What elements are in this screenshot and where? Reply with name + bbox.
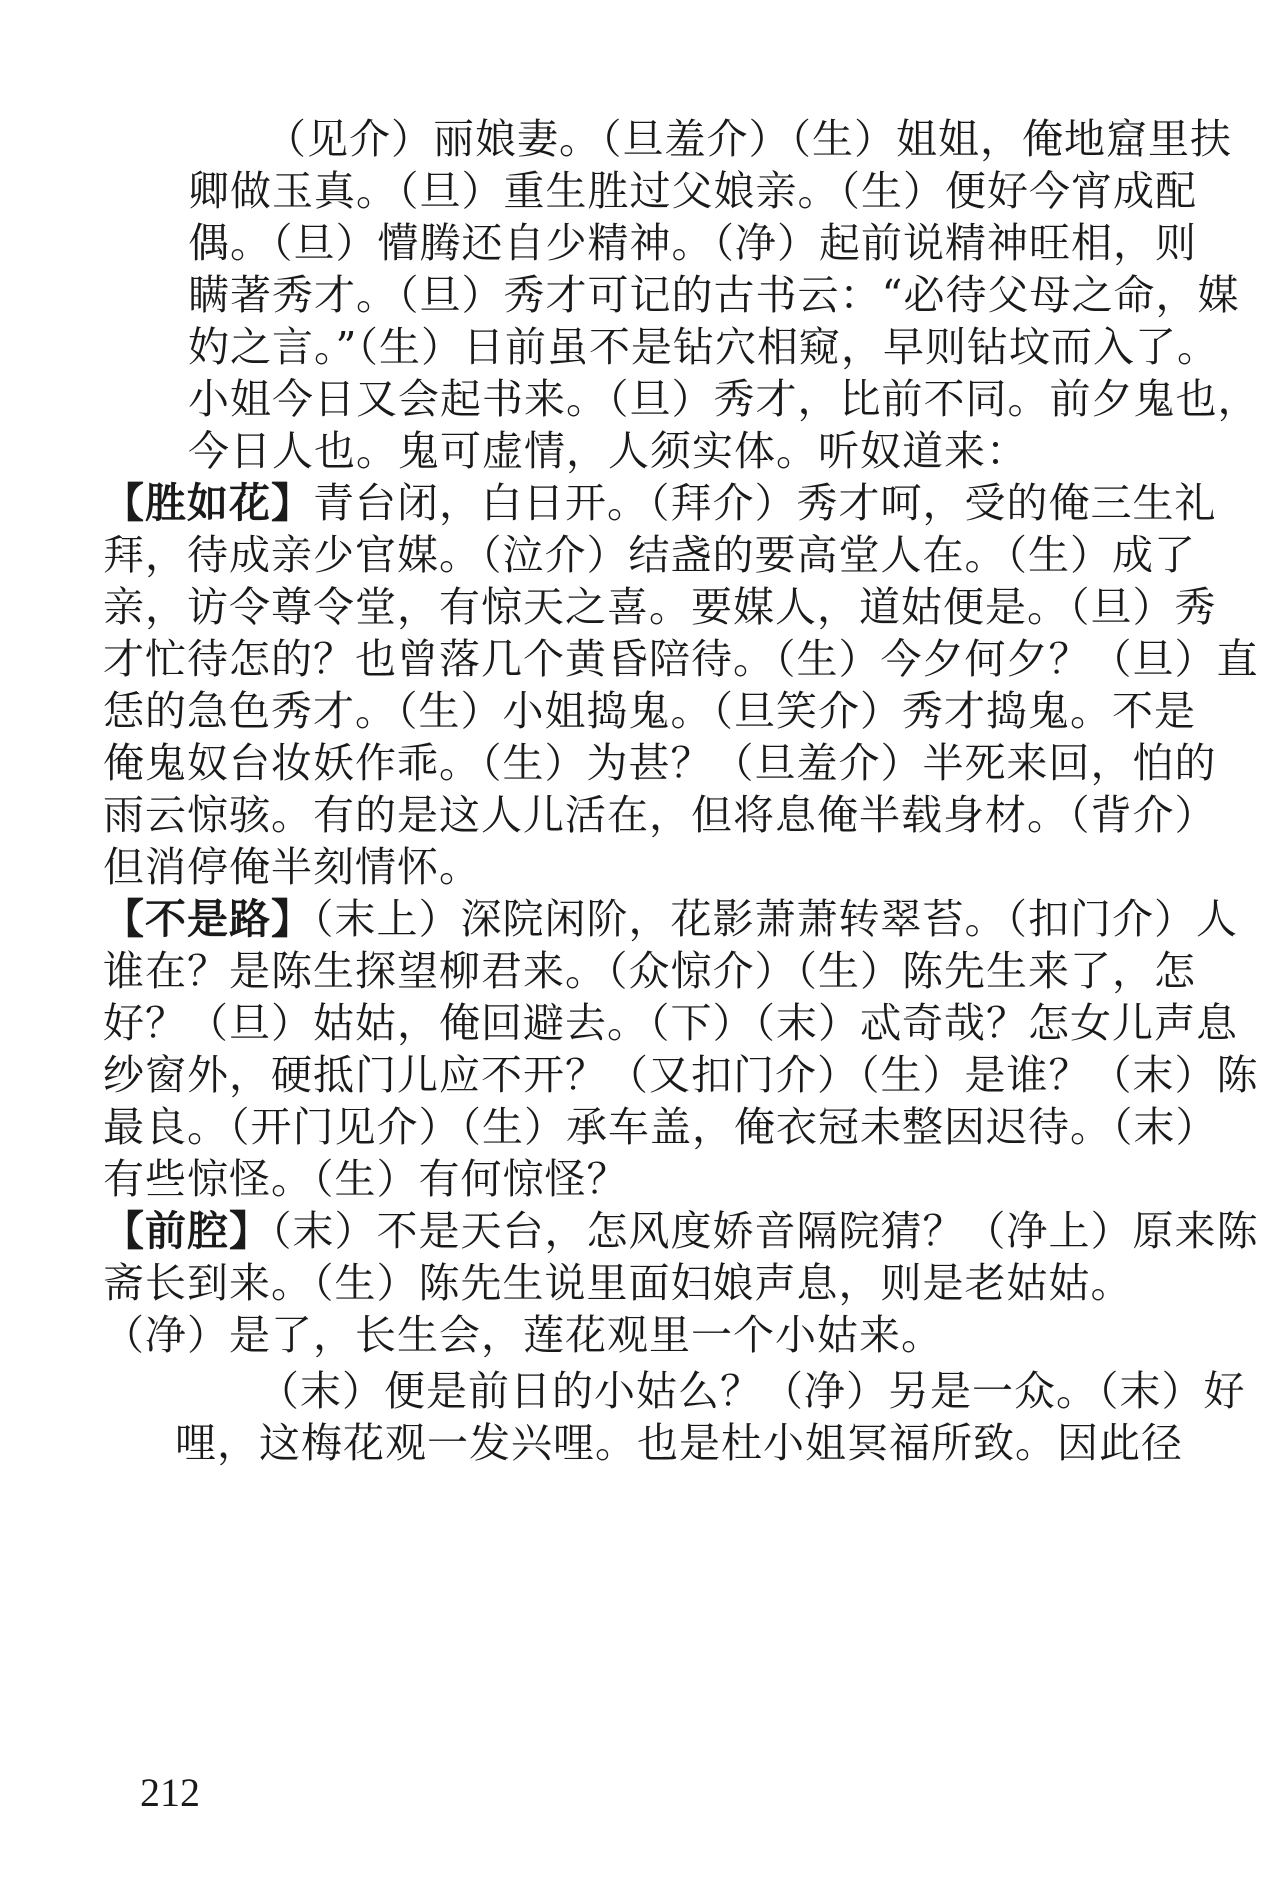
text-line: 卿做玉真。（旦）重生胜过父娘亲。（生）便好今宵成配	[188, 167, 1197, 215]
song-text: （末）不是天台，怎风度娇音隔院猜？（净上）原来陈	[271, 1207, 1259, 1255]
song-text: 青台闭，白日开。（拜介）秀才呵，受的俺三生礼	[313, 479, 1217, 527]
text-line: 小姐今日又会起书来。（旦）秀才，比前不同。前夕鬼也，	[188, 375, 1260, 423]
text-line: 妁之言。”（生）日前虽不是钻穴相窥，早则钻坟而入了。	[188, 323, 1219, 371]
text-line: 偶。（旦）懵腾还自少精神。（净）起前说精神旺相，则	[188, 219, 1197, 267]
text-line: （见介）丽娘妻。（旦羞介）（生）姐姐，俺地窟里扶	[265, 115, 1232, 163]
text-line: 才忙待怎的？也曾落几个黄昏陪待。（生）今夕何夕？（旦）直	[103, 635, 1259, 683]
text-line: （末）便是前日的小姑么？（净）另是一众。（末）好	[258, 1367, 1246, 1415]
song-text: （末上）深院闲阶，花影萧萧转翠苔。（扣门介）人	[313, 895, 1238, 943]
text-line: 纱窗外，硬抵门儿应不开？（又扣门介）（生）是谁？（末）陈	[103, 1051, 1259, 1099]
text-line: （净）是了，长生会，莲花观里一个小姑来。	[103, 1311, 943, 1359]
text-line: 拜，待成亲少官媒。（泣介）结盏的要高堂人在。（生）成了	[103, 531, 1196, 579]
text-line: 好？（旦）姑姑，俺回避去。（下）（末）忒奇哉？怎女儿声息	[103, 999, 1238, 1047]
song-line	[103, 478, 1217, 528]
text-line: 瞒著秀才。（旦）秀才可记的古书云：“必待父母之命，媒	[188, 271, 1240, 319]
page-number: 212	[140, 1770, 200, 1815]
text-line: 斋长到来。（生）陈先生说里面妇娘声息，则是老姑姑。	[103, 1259, 1133, 1307]
text-line: 恁的急色秀才。（生）小姐捣鬼。（旦笑介）秀才捣鬼。不是	[103, 687, 1196, 735]
text-line: 最良。（开门见介）（生）承车盖，俺衣冠未整因迟待。（末）	[103, 1103, 1218, 1151]
text-line: 俺鬼奴台妆妖作乖。（生）为甚？（旦羞介）半死来回，怕的	[103, 739, 1217, 787]
song-line	[103, 894, 1238, 944]
text-line: 雨云惊骇。有的是这人儿活在，但将息俺半载身材。（背介）	[103, 791, 1217, 839]
text-line: 哩，这梅花观一发兴哩。也是杜小姐冥福所致。因此径	[175, 1419, 1183, 1467]
text-line: 谁在？是陈生探望柳君来。（众惊介）（生）陈先生来了，怎	[103, 947, 1196, 995]
tune-title: 【胜如花】	[103, 479, 313, 527]
song-line	[103, 1206, 1259, 1256]
text-line: 亲，访令尊令堂，有惊天之喜。要媒人，道姑便是。（旦）秀	[103, 583, 1217, 631]
text-line: 有些惊怪。（生）有何惊怪？	[103, 1155, 629, 1203]
text-line: 但消停俺半刻情怀。	[103, 843, 481, 891]
text-line: 今日人也。鬼可虚情，人须实体。听奴道来：	[188, 427, 1028, 475]
tune-title: 【前腔】	[103, 1207, 271, 1255]
tune-title: 【不是路】	[103, 895, 313, 943]
